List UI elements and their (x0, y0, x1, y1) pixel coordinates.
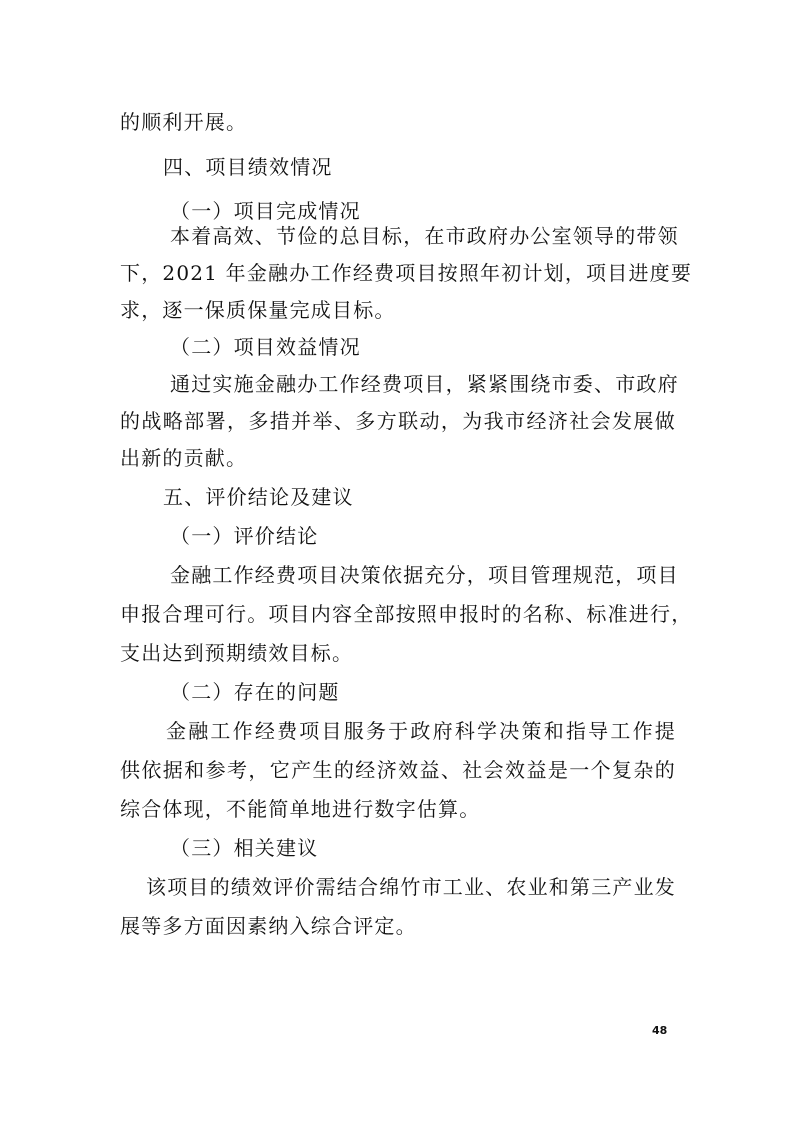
paragraph-line: 供依据和参考，它产生的经济效益、社会效益是一个复杂的 (120, 758, 676, 782)
subsection-heading: （一）评价结论 (170, 524, 319, 548)
section-heading: 四、项目绩效情况 (163, 155, 333, 179)
paragraph-line: 通过实施金融办工作经费项目，紧紧围绕市委、市政府 (170, 372, 679, 396)
paragraph-line: 该项目的绩效评价需结合绵竹市工业、农业和第三产业发 (146, 875, 676, 899)
subsection-heading: （三）相关建议 (170, 836, 319, 860)
paragraph-line: 的顺利开展。 (120, 110, 248, 134)
paragraph-line: 申报合理可行。项目内容全部按照申报时的名称、标准进行， (120, 602, 693, 626)
paragraph-line: 综合体现，不能简单地进行数字估算。 (120, 797, 481, 821)
paragraph-line: 本着高效、节俭的总目标，在市政府办公室领导的带领 (170, 224, 679, 248)
subsection-heading: （二）项目效益情况 (170, 335, 361, 359)
paragraph-line: 求，逐一保质保量完成目标。 (120, 298, 396, 322)
paragraph-line: 展等多方面因素纳入综合评定。 (120, 914, 417, 938)
paragraph-line: 金融工作经费项目决策依据充分，项目管理规范，项目 (170, 563, 679, 587)
page-number: 48 (652, 1024, 668, 1037)
paragraph-line: 的战略部署，多措并举、多方联动，为我市经济社会发展做 (120, 409, 676, 433)
subsection-heading: （一）项目完成情况 (170, 199, 361, 223)
paragraph-line: 支出达到预期绩效目标。 (120, 641, 354, 665)
paragraph-line: 出新的贡献。 (120, 446, 248, 470)
paragraph-line: 金融工作经费项目服务于政府科学决策和指导工作提 (166, 719, 676, 743)
section-heading: 五、评价结论及建议 (163, 485, 354, 509)
paragraph-line: 下，2021 年金融办工作经费项目按照年初计划，项目进度要 (120, 261, 693, 285)
subsection-heading: （二）存在的问题 (170, 680, 340, 704)
